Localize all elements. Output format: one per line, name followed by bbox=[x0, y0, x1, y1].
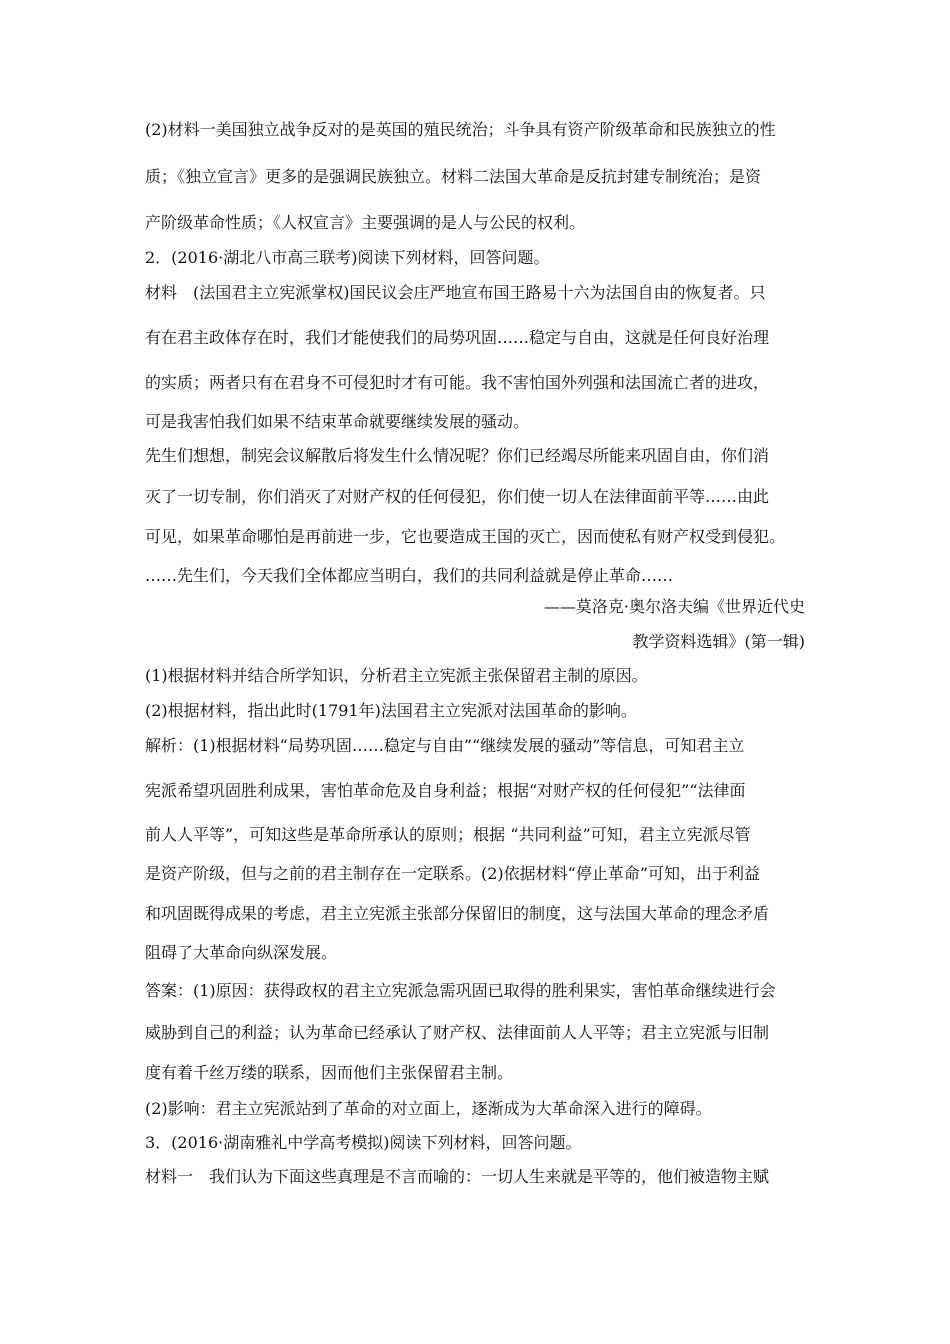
text-line: 可是我害怕我们如果不结束革命就要继续发展的骚动。 bbox=[145, 412, 530, 431]
text-line: 材料 (法国君主立宪派掌权)国民议会庄严地宣布国王路易十六为法国自由的恢复者。只 bbox=[145, 283, 766, 302]
analysis-line: 是资产阶级，但与之前的君主制存在一定联系。(2)依据材料“停止革命”可知，出于利益 bbox=[145, 864, 761, 883]
analysis-line: 阻碍了大革命向纵深发展。 bbox=[145, 943, 338, 962]
analysis-line: 宪派希望巩固胜利成果，害怕革命危及自身利益；根据“对财产权的任何侵犯”“法律面 bbox=[145, 781, 746, 800]
answer-line: 威胁到自己的利益；认为革命已经承认了财产权、法律面前人人平等；君主立宪派与旧制 bbox=[145, 1023, 770, 1042]
text-line: (2)材料一美国独立战争反对的是英国的殖民统治；斗争具有资产阶级革命和民族独立的性 bbox=[145, 120, 776, 139]
analysis-line: 前人人平等”，可知这些是革命所承认的原则；根据 “共同利益”可知，君主立宪派尽管 bbox=[145, 825, 751, 844]
text-line: 产阶级革命性质；《人权宣言》主要强调的是人与公民的权利。 bbox=[145, 213, 586, 232]
text-line: 灭了一切专制，你们消灭了对财产权的任何侵犯，你们使一切人在法律面前平等……由此 bbox=[145, 487, 770, 506]
text-line: 材料一 我们认为下面这些真理是不言而喻的：一切人生来就是平等的，他们被造物主赋 bbox=[145, 1167, 770, 1186]
text-line: 先生们想想，制宪会议解散后将发生什么情况呢？你们已经竭尽所能来巩固自由，你们消 bbox=[145, 446, 770, 465]
question-line: (2)根据材料，指出此时(1791年)法国君主立宪派对法国革命的影响。 bbox=[145, 701, 637, 720]
citation-line: 教学资料选辑》(第一辑) bbox=[632, 632, 805, 651]
analysis-line: 解析：(1)根据材料“局势巩固……稳定与自由”“继续发展的骚动”等信息，可知君主立 bbox=[145, 736, 745, 755]
text-line: 的实质；两者只有在君身不可侵犯时才有可能。我不害怕国外列强和法国流亡者的进攻， bbox=[145, 373, 770, 392]
answer-line: (2)影响：君主立宪派站到了革命的对立面上，逐渐成为大革命深入进行的障碍。 bbox=[145, 1099, 712, 1118]
answer-line: 度有着千丝万缕的联系，因而他们主张保留君主制。 bbox=[145, 1063, 514, 1082]
question-heading: 2．(2016·湖北八市高三联考)阅读下列材料，回答问题。 bbox=[145, 248, 550, 267]
answer-line: 答案：(1)原因：获得政权的君主立宪派急需巩固已取得的胜利果实，害怕革命继续进行会 bbox=[145, 981, 776, 1000]
text-line: ……先生们，今天我们全体都应当明白，我们的共同利益就是停止革命…… bbox=[145, 566, 674, 585]
text-line: 质；《独立宣言》更多的是强调民族独立。材料二法国大革命是反抗封建专制统治；是资 bbox=[145, 167, 762, 186]
text-line: 可见，如果革命哪怕是再前进一步，它也要造成王国的灭亡，因而使私有财产权受到侵犯。 bbox=[145, 527, 786, 546]
text-line: 有在君主政体存在时，我们才能使我们的局势巩固……稳定与自由，这就是任何良好治理 bbox=[145, 328, 770, 347]
citation-line: ——莫洛克·奥尔洛夫编《世界近代史 bbox=[543, 597, 805, 616]
question-heading: 3．(2016·湖南雅礼中学高考模拟)阅读下列材料，回答问题。 bbox=[145, 1133, 582, 1152]
question-line: (1)根据材料并结合所学知识，分析君主立宪派主张保留君主制的原因。 bbox=[145, 666, 648, 685]
analysis-line: 和巩固既得成果的考虑，君主立宪派主张部分保留旧的制度，这与法国大革命的理念矛盾 bbox=[145, 904, 770, 923]
